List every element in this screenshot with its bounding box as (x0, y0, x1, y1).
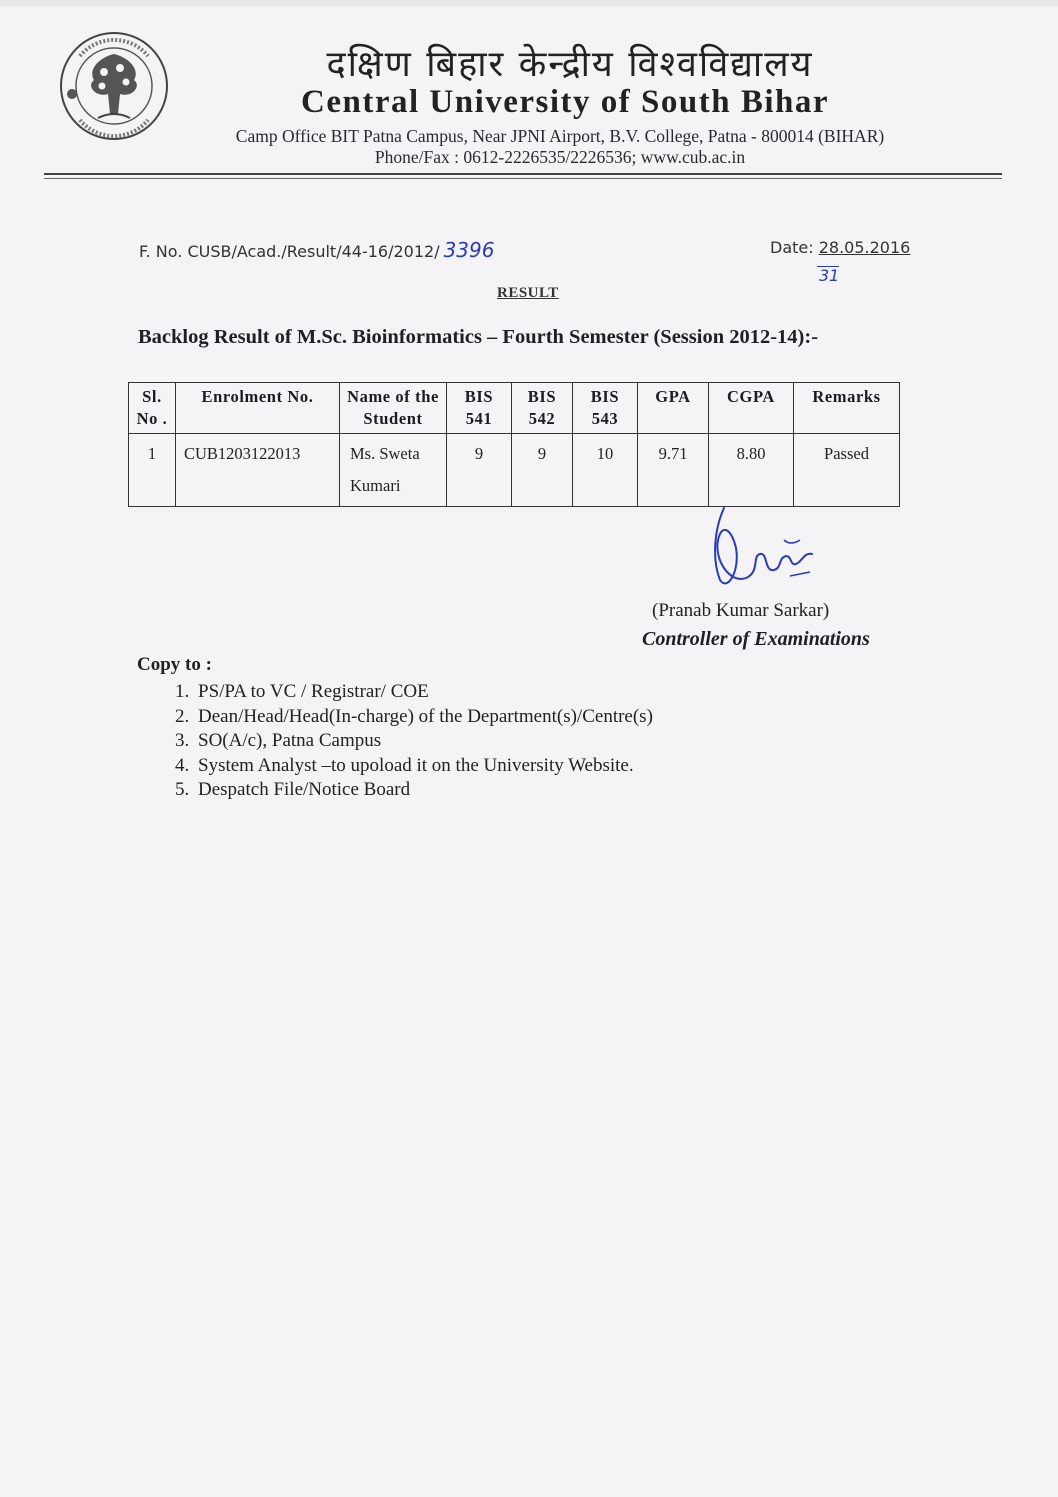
handwritten-date-note: 31 (819, 266, 840, 285)
result-table (128, 382, 900, 507)
header-bis542: BIS 542 (512, 383, 573, 434)
subject-title: Backlog Result of M.Sc. Bioinformatics – Fourth Semester (Session 2012-14):- (138, 326, 819, 348)
handwritten-file-number: 3396 (443, 238, 495, 262)
cell-cgpa: 8.80 (709, 434, 794, 507)
table-header-row (129, 383, 900, 434)
cell-bis542: 9 (512, 434, 573, 507)
date-value: 28.05.2016 (818, 238, 911, 257)
address-block (150, 126, 970, 168)
cell-gpa: 9.71 (638, 434, 709, 507)
header-cgpa: CGPA (709, 383, 794, 434)
address-line: Camp Office BIT Patna Campus, Near JPNI Airport, B.V. College, Patna - 800014 (BIHAR) (235, 126, 885, 146)
header-gpa: GPA (638, 383, 709, 434)
issue-date (770, 238, 910, 257)
university-name: Central University of South Bihar (301, 84, 829, 120)
scan-edge (0, 0, 1058, 6)
list-item: 1. PS/PA to VC / Registrar/ COE (194, 680, 653, 705)
list-item: 3. SO(A/c), Patna Campus (194, 729, 653, 754)
list-item: 2. Dean/Head/Head(In-charge) of the Department(s)/Centre(s) (194, 705, 653, 730)
signature (700, 500, 820, 600)
signatory-designation: Controller of Examinations (642, 628, 870, 650)
file-reference (139, 238, 494, 262)
cell-student-name: Ms. Sweta Kumari (340, 434, 447, 507)
cell-bis541: 9 (447, 434, 512, 507)
table-row (129, 434, 900, 507)
header-bis541: BIS 541 (447, 383, 512, 434)
header-bis543: BIS 543 (573, 383, 638, 434)
list-item: 4. System Analyst –to upoload it on the University Website. (194, 754, 653, 779)
copy-to-list (148, 680, 653, 803)
header-enrolment: Enrolment No. (176, 383, 340, 434)
cell-enrolment: CUB1203122013 (176, 434, 340, 507)
result-heading: RESULT (497, 285, 559, 301)
header-sl-no: Sl. No . (129, 383, 176, 434)
cell-bis543: 10 (573, 434, 638, 507)
list-item: 5. Despatch File/Notice Board (194, 778, 653, 803)
file-number: F. No. CUSB/Acad./Result/44-16/2012/ (139, 242, 440, 261)
header-divider (44, 173, 1002, 175)
contact-line: Phone/Fax : 0612-2226535/2226536; www.cub.ac.in (374, 147, 746, 167)
hindi-university-name: दक्षिण बिहार केन्द्रीय विश्वविद्यालय (326, 44, 814, 85)
header-student-name: Name of the Student (340, 383, 447, 434)
copy-to-heading: Copy to : (137, 654, 212, 675)
cell-sl-no: 1 (129, 434, 176, 507)
signatory-name: (Pranab Kumar Sarkar) (652, 600, 830, 621)
header-remarks: Remarks (794, 383, 900, 434)
header-divider-thin (44, 178, 1002, 179)
cell-remarks: Passed (794, 434, 900, 507)
date-label: Date: (770, 238, 814, 257)
